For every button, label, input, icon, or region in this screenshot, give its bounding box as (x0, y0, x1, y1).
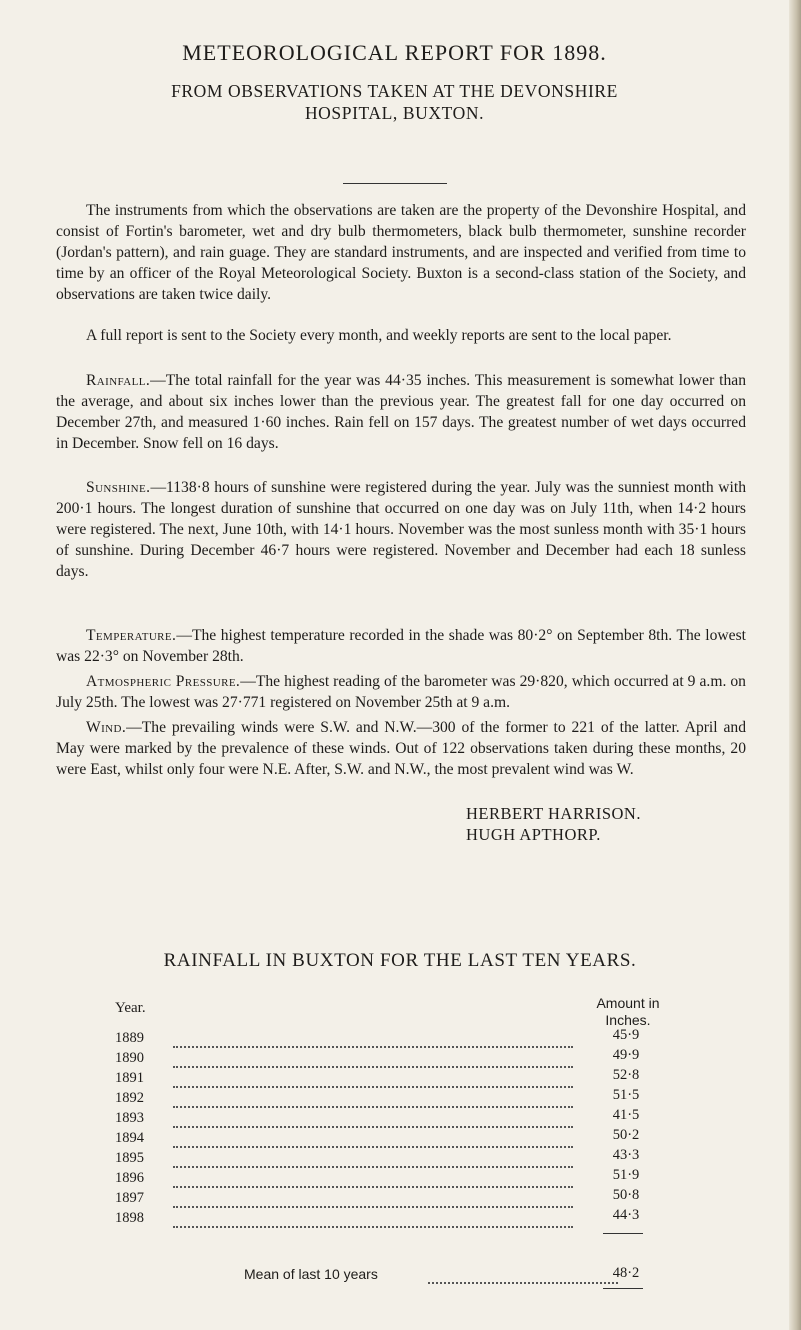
mean-label: Mean of last 10 years (244, 1266, 378, 1282)
intro-paragraph (56, 200, 746, 305)
row-amount: 45·9 (612, 1027, 640, 1043)
temperature-text: —The highest temperature recorded in the shade was 80·2° on September 8th. The lowest was 22·3° on November 28th. (56, 627, 746, 665)
row-year: 1893 (115, 1110, 144, 1126)
sunshine-paragraph (56, 477, 746, 582)
row-amount: 44·3 (612, 1207, 640, 1223)
row-amount: 50·2 (612, 1127, 640, 1143)
table-row (115, 1187, 640, 1208)
sum-rule (603, 1288, 643, 1289)
pressure-text: —The highest reading of the barometer was 29·820, which occurred at 9 a.m. on July 25th. The lowest was 27·771 registered on November 25th at 9 a.m. (56, 673, 746, 711)
pressure-paragraph (56, 671, 746, 713)
sunshine-text: —1138·8 hours of sunshine were registered during the year. July was the sunniest month with 200·1 hours. The longest duration of sunshine that occurred on one day was on July 11th, when 14·2 hours were registered. The next, June 10th, with 14·1 hours. November was the most sunless month with 35·1 hours of sunshine. During December 46·7 hours were registered. November and December had each 18 sunless days. (56, 479, 746, 580)
table-row (115, 1167, 640, 1188)
mean-value: 48·2 (612, 1265, 640, 1281)
row-year: 1897 (115, 1190, 144, 1206)
row-amount: 51·9 (612, 1167, 640, 1183)
dot-leader (173, 1132, 573, 1148)
row-amount: 50·8 (612, 1187, 640, 1203)
dot-leader (173, 1072, 573, 1088)
dot-leader (173, 1192, 573, 1208)
table-row (115, 1207, 640, 1228)
row-year: 1896 (115, 1170, 144, 1186)
table-row (115, 1067, 640, 1088)
row-amount: 51·5 (612, 1087, 640, 1103)
table-row (115, 1087, 640, 1108)
wind-heading: Wind. (86, 719, 127, 736)
table-row (115, 1127, 640, 1148)
rainfall-text: —The total rainfall for the year was 44·35 inches. This measurement is somewhat lower than the average, and about six inches lower than the previous year. The greatest fall for one day occurred on December 27th, and measured 1·60 inches. Rain fell on 157 days. The greatest number of wet days occurred in December. Snow fell on 16 days. (56, 372, 746, 452)
reports-paragraph (56, 325, 746, 346)
dot-leader (173, 1052, 573, 1068)
dot-leader (173, 1112, 573, 1128)
amount-header-line: Inches. (605, 1012, 651, 1028)
mean-row (244, 1266, 674, 1284)
row-year: 1891 (115, 1070, 144, 1086)
signature: HUGH APTHORP. (466, 825, 601, 844)
row-year: 1892 (115, 1090, 144, 1106)
dot-leader (428, 1268, 618, 1284)
table-row (115, 1047, 640, 1068)
report-subtitle (0, 80, 789, 124)
wind-paragraph (56, 717, 746, 780)
divider-rule (343, 183, 447, 184)
dot-leader (173, 1212, 573, 1228)
sunshine-heading: Sunshine. (86, 479, 151, 496)
rainfall-paragraph (56, 370, 746, 454)
dot-leader (173, 1032, 573, 1048)
temperature-heading: Temperature. (86, 627, 177, 644)
dot-leader (173, 1152, 573, 1168)
amount-header-line: Amount in (596, 995, 660, 1011)
row-year: 1898 (115, 1210, 144, 1226)
rainfall-heading: Rainfall. (86, 372, 151, 389)
temperature-paragraph (56, 625, 746, 667)
amount-column-header (580, 995, 676, 1029)
report-subtitle-line: FROM OBSERVATIONS TAKEN AT THE DEVONSHIRE (171, 81, 618, 101)
wind-text: —The prevailing winds were S.W. and N.W.—300 of the former to 221 of the latter. April and May were marked by the prevalence of these winds. Out of 122 observations taken during these months, 20 were East, whilst only four were N.E. After, S.W. and N.W., the most prevalent wind was W. (56, 719, 746, 778)
pressure-heading: Atmospheric Pressure. (86, 673, 241, 690)
page-edge (789, 0, 801, 1330)
table-row (115, 1107, 640, 1128)
table-row (115, 1147, 640, 1168)
report-title: METEOROLOGICAL REPORT FOR 1898. (182, 40, 607, 65)
signature: HERBERT HARRISON. (466, 804, 641, 823)
row-year: 1895 (115, 1150, 144, 1166)
row-year: 1894 (115, 1130, 144, 1146)
row-amount: 43·3 (612, 1147, 640, 1163)
row-year: 1890 (115, 1050, 144, 1066)
year-column-header: Year. (115, 1000, 146, 1016)
dot-leader (173, 1172, 573, 1188)
row-amount: 41·5 (612, 1107, 640, 1123)
row-year: 1889 (115, 1030, 144, 1046)
table-row (115, 1027, 640, 1048)
reports-text: A full report is sent to the Society every month, and weekly reports are sent to the local paper. (86, 327, 672, 344)
row-amount: 49·9 (612, 1047, 640, 1063)
dot-leader (173, 1092, 573, 1108)
report-subtitle-line: HOSPITAL, BUXTON. (304, 103, 485, 123)
intro-text: The instruments from which the observations are taken are the property of the Devonshire Hospital, and consist of Fortin's barometer, wet and dry bulb thermometers, black bulb thermometer, sunshine recorder (Jordan's pattern), and rain guage. They are standard instruments, and are inspected and verified from time to time by an officer of the Royal Meteorological Society. Buxton is a second-class station of the Society, and observations are taken twice daily. (56, 202, 746, 303)
sum-rule (603, 1233, 643, 1234)
table-title: RAINFALL IN BUXTON FOR THE LAST TEN YEARS. (163, 950, 637, 971)
row-amount: 52·8 (612, 1067, 640, 1083)
